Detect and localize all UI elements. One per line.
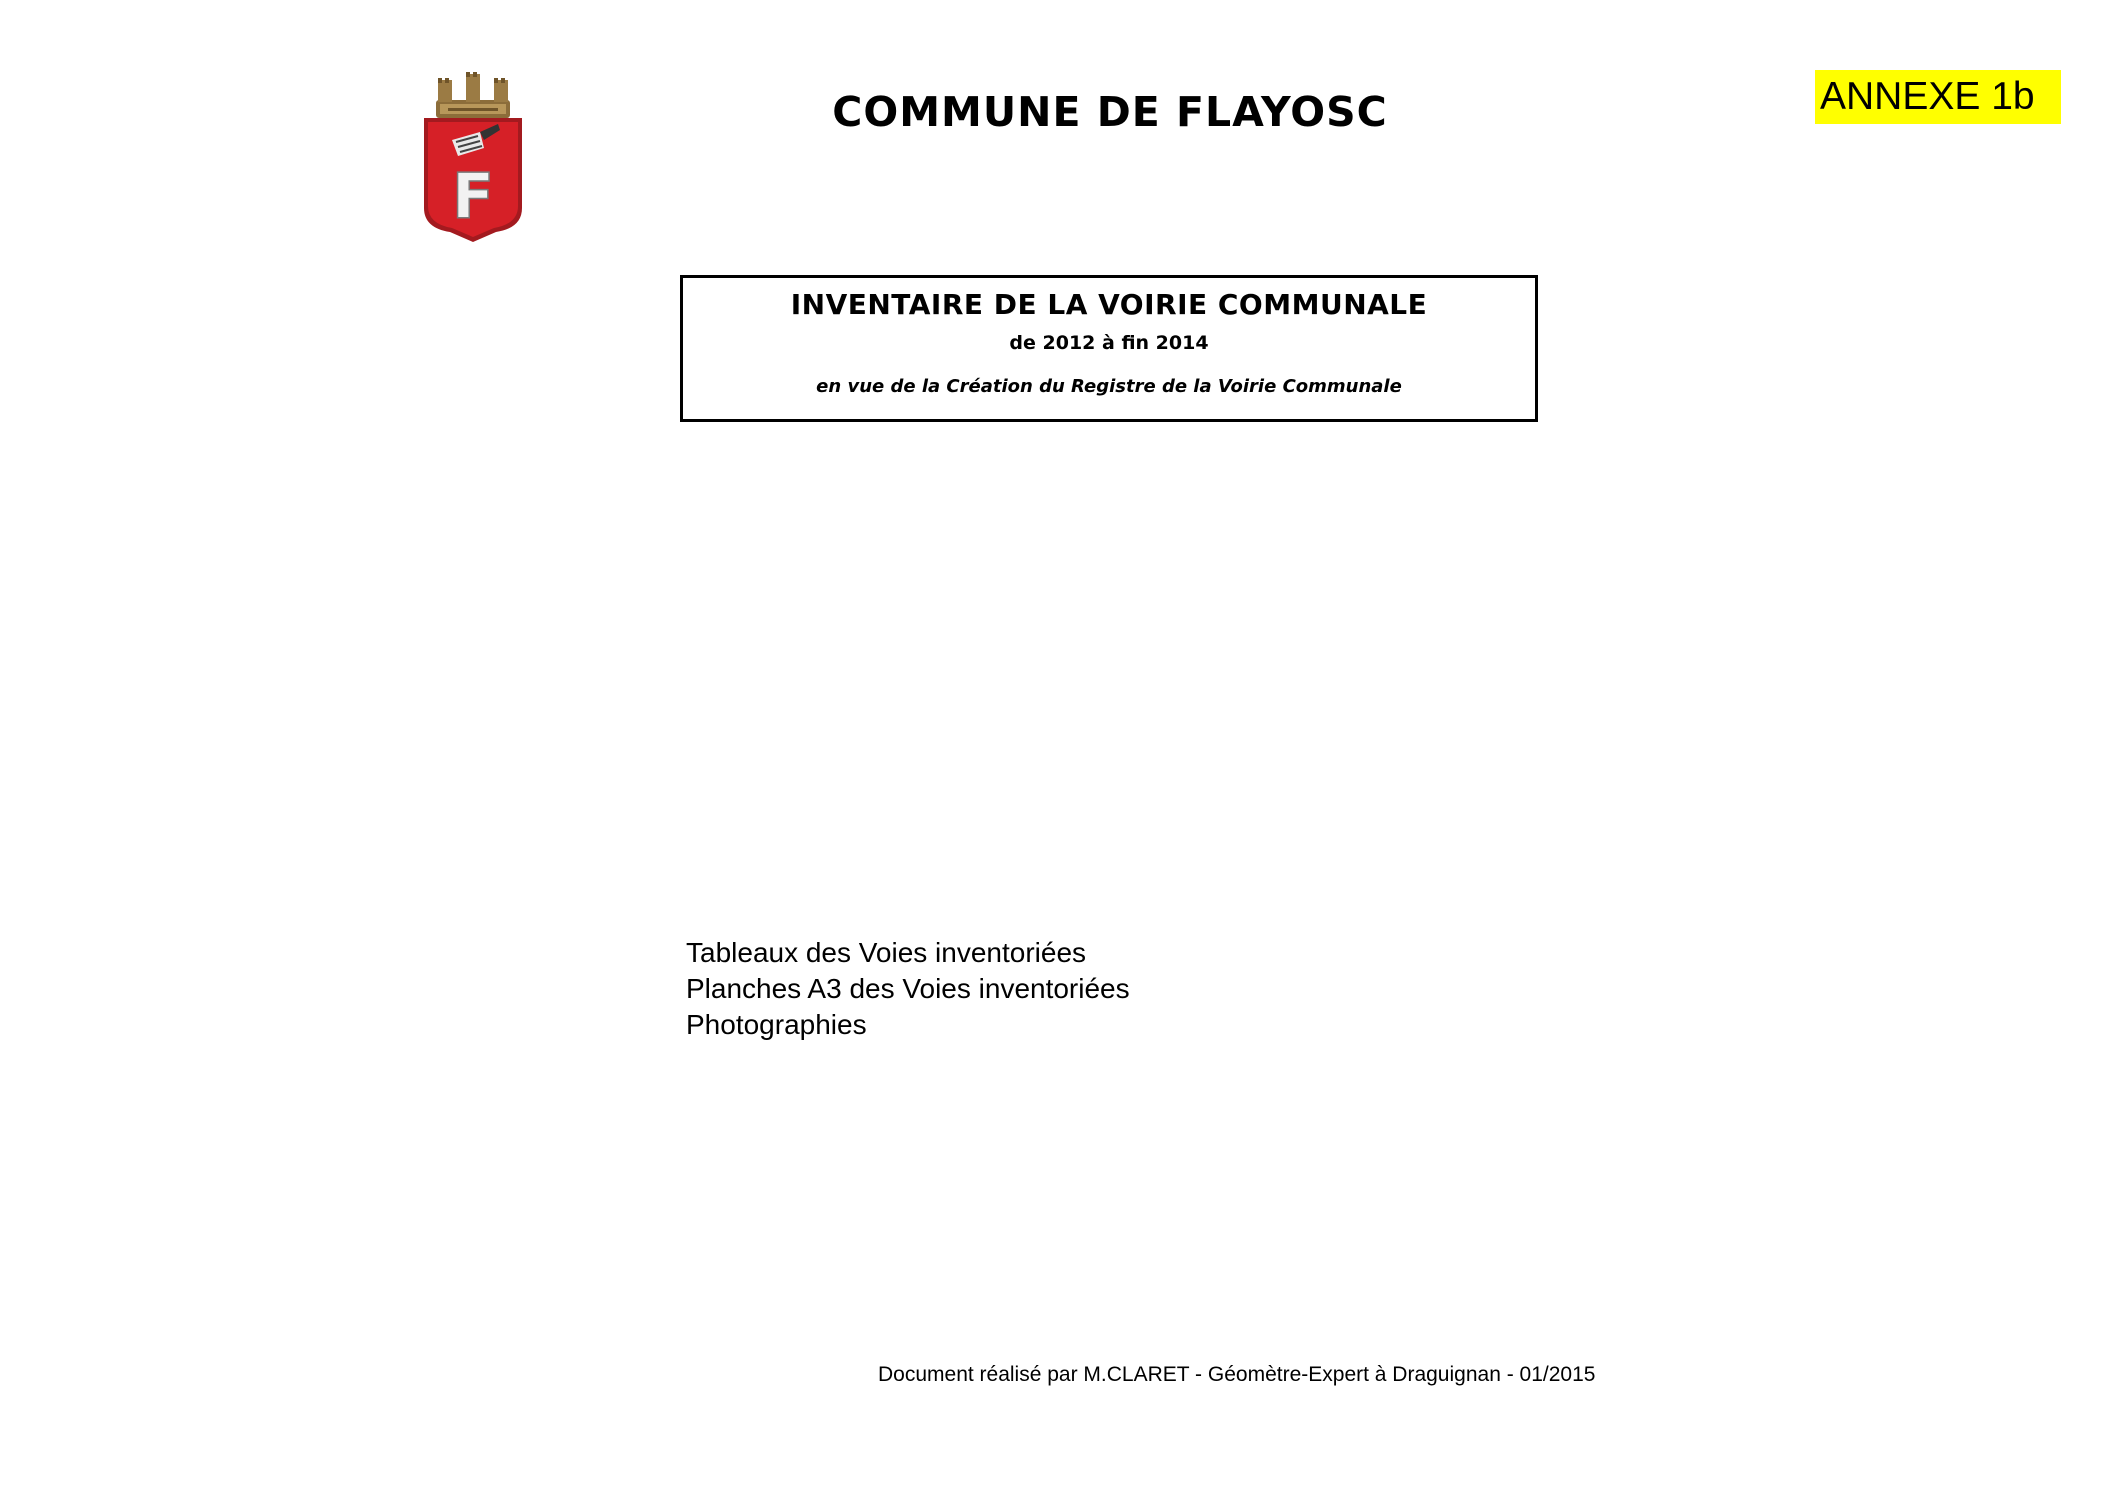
contents-list (686, 935, 1130, 1043)
inventory-title: INVENTAIRE DE LA VOIRIE COMMUNALE (790, 288, 1428, 321)
inventory-dates: de 2012 à fin 2014 (1009, 332, 1209, 354)
coat-of-arms-logo (418, 70, 528, 245)
inventory-purpose: en vue de la Création du Registre de la Voirie Communale (816, 376, 1402, 397)
shield-letter: F (451, 160, 495, 233)
footer-credit: Document réalisé par M.CLARET - Géomètre-Expert à Draguignan - 01/2015 (878, 1363, 1596, 1386)
commune-title: COMMUNE DE FLAYOSC (832, 88, 1388, 136)
list-item: Photographies (686, 1009, 867, 1040)
crown-icon (436, 72, 510, 118)
inventory-title-box (680, 275, 1538, 422)
list-item: Tableaux des Voies inventoriées (686, 937, 1087, 968)
annexe-label: ANNEXE 1b (1815, 70, 2061, 124)
list-item: Planches A3 des Voies inventoriées (686, 973, 1130, 1004)
